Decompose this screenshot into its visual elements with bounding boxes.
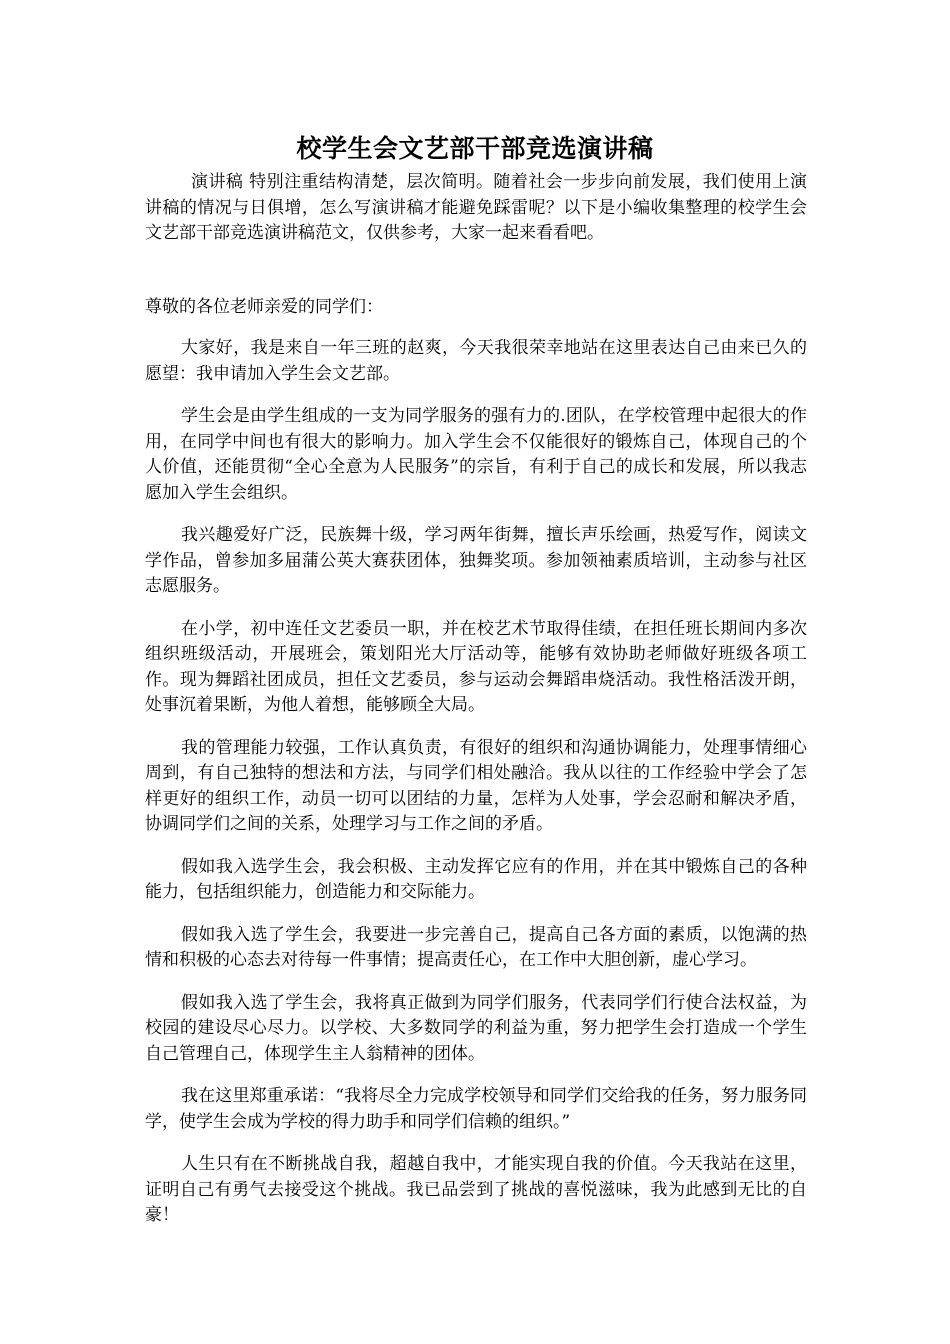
document-title: 校学生会文艺部干部竞选演讲稿	[296, 133, 654, 163]
paragraph: 我兴趣爱好广泛，民族舞十级，学习两年街舞，擅长声乐绘画，热爱写作，阅读文学作品，曾参加多届蒲公英大赛获团体，独舞奖项。参加领袖素质培训，主动参与社区志愿服务。	[145, 525, 807, 596]
greeting: 尊敬的各位老师亲爱的同学们：	[145, 296, 383, 317]
paragraph: 假如我入选学生会，我会积极、主动发挥它应有的作用，并在其中锻炼自己的各种能力，包括组织能力，创造能力和交际能力。	[145, 856, 807, 902]
paragraph: 我在这里郑重承诺：“我将尽全力完成学校领导和同学们交给我的任务，努力服务同学，使学生会成为学校的得力助手和同学们信赖的组织。”	[145, 1086, 807, 1132]
paragraph: 学生会是由学生组成的一支为同学服务的强有力的.团队，在学校管理中起很大的作用，在同学中间也有很大的影响力。加入学生会不仅能很好的锻炼自己，体现自己的个人价值，还能贯彻“全心全意为人民服务”的宗旨，有利于自己的成长和发展，所以我志愿加入学生会组织。	[145, 406, 807, 503]
paragraph: 在小学，初中连任文艺委员一职，并在校艺术节取得佳绩，在担任班长期间内多次组织班级活动，开展班会，策划阳光大厅活动等，能够有效协助老师做好班级各项工作。现为舞蹈社团成员，担任文艺委员，参与运动会舞蹈串烧活动。我性格活泼开朗，处事沉着果断，为他人着想，能够顾全大局。	[145, 618, 807, 715]
paragraph: 我的管理能力较强，工作认真负责，有很好的组织和沟通协调能力，处理事情细心周到，有自己独特的想法和方法，与同学们相处融洽。我从以往的工作经验中学会了怎样更好的组织工作，动员一切可以团结的力量，怎样为人处事，学会忍耐和解决矛盾，协调同学们之间的关系，处理学习与工作之间的矛盾。	[145, 737, 807, 834]
paragraph: 假如我入选了学生会，我要进一步完善自己，提高自己各方面的素质，以饱满的热情和积极的心态去对待每一件事情；提高责任心，在工作中大胆创新，虚心学习。	[145, 924, 807, 970]
paragraph: 人生只有在不断挑战自我，超越自我中，才能实现自我的价值。今天我站在这里，证明自己有勇气去接受这个挑战。我已品尝到了挑战的喜悦滋味，我为此感到无比的自豪！	[145, 1154, 807, 1225]
paragraph: 大家好，我是来自一年三班的赵爽，今天我很荣幸地站在这里表达自己由来已久的愿望：我申请加入学生会文艺部。	[145, 338, 807, 384]
document-body	[145, 170, 807, 1246]
paragraph: 假如我入选了学生会，我将真正做到为同学们服务，代表同学们行使合法权益，为校园的建设尽心尽力。以学校、大多数同学的利益为重，努力把学生会打造成一个学生自己管理自己，体现学生主人翁精神的团体。	[145, 992, 807, 1064]
intro-paragraph: 演讲稿 特别注重结构清楚，层次简明。随着社会一步步向前发展，我们使用上演讲稿的情况与日俱增，怎么写演讲稿才能避免踩雷呢？以下是小编收集整理的校学生会文艺部干部竞选演讲稿范文，仅供参考，大家一起来看看吧。	[145, 172, 807, 243]
